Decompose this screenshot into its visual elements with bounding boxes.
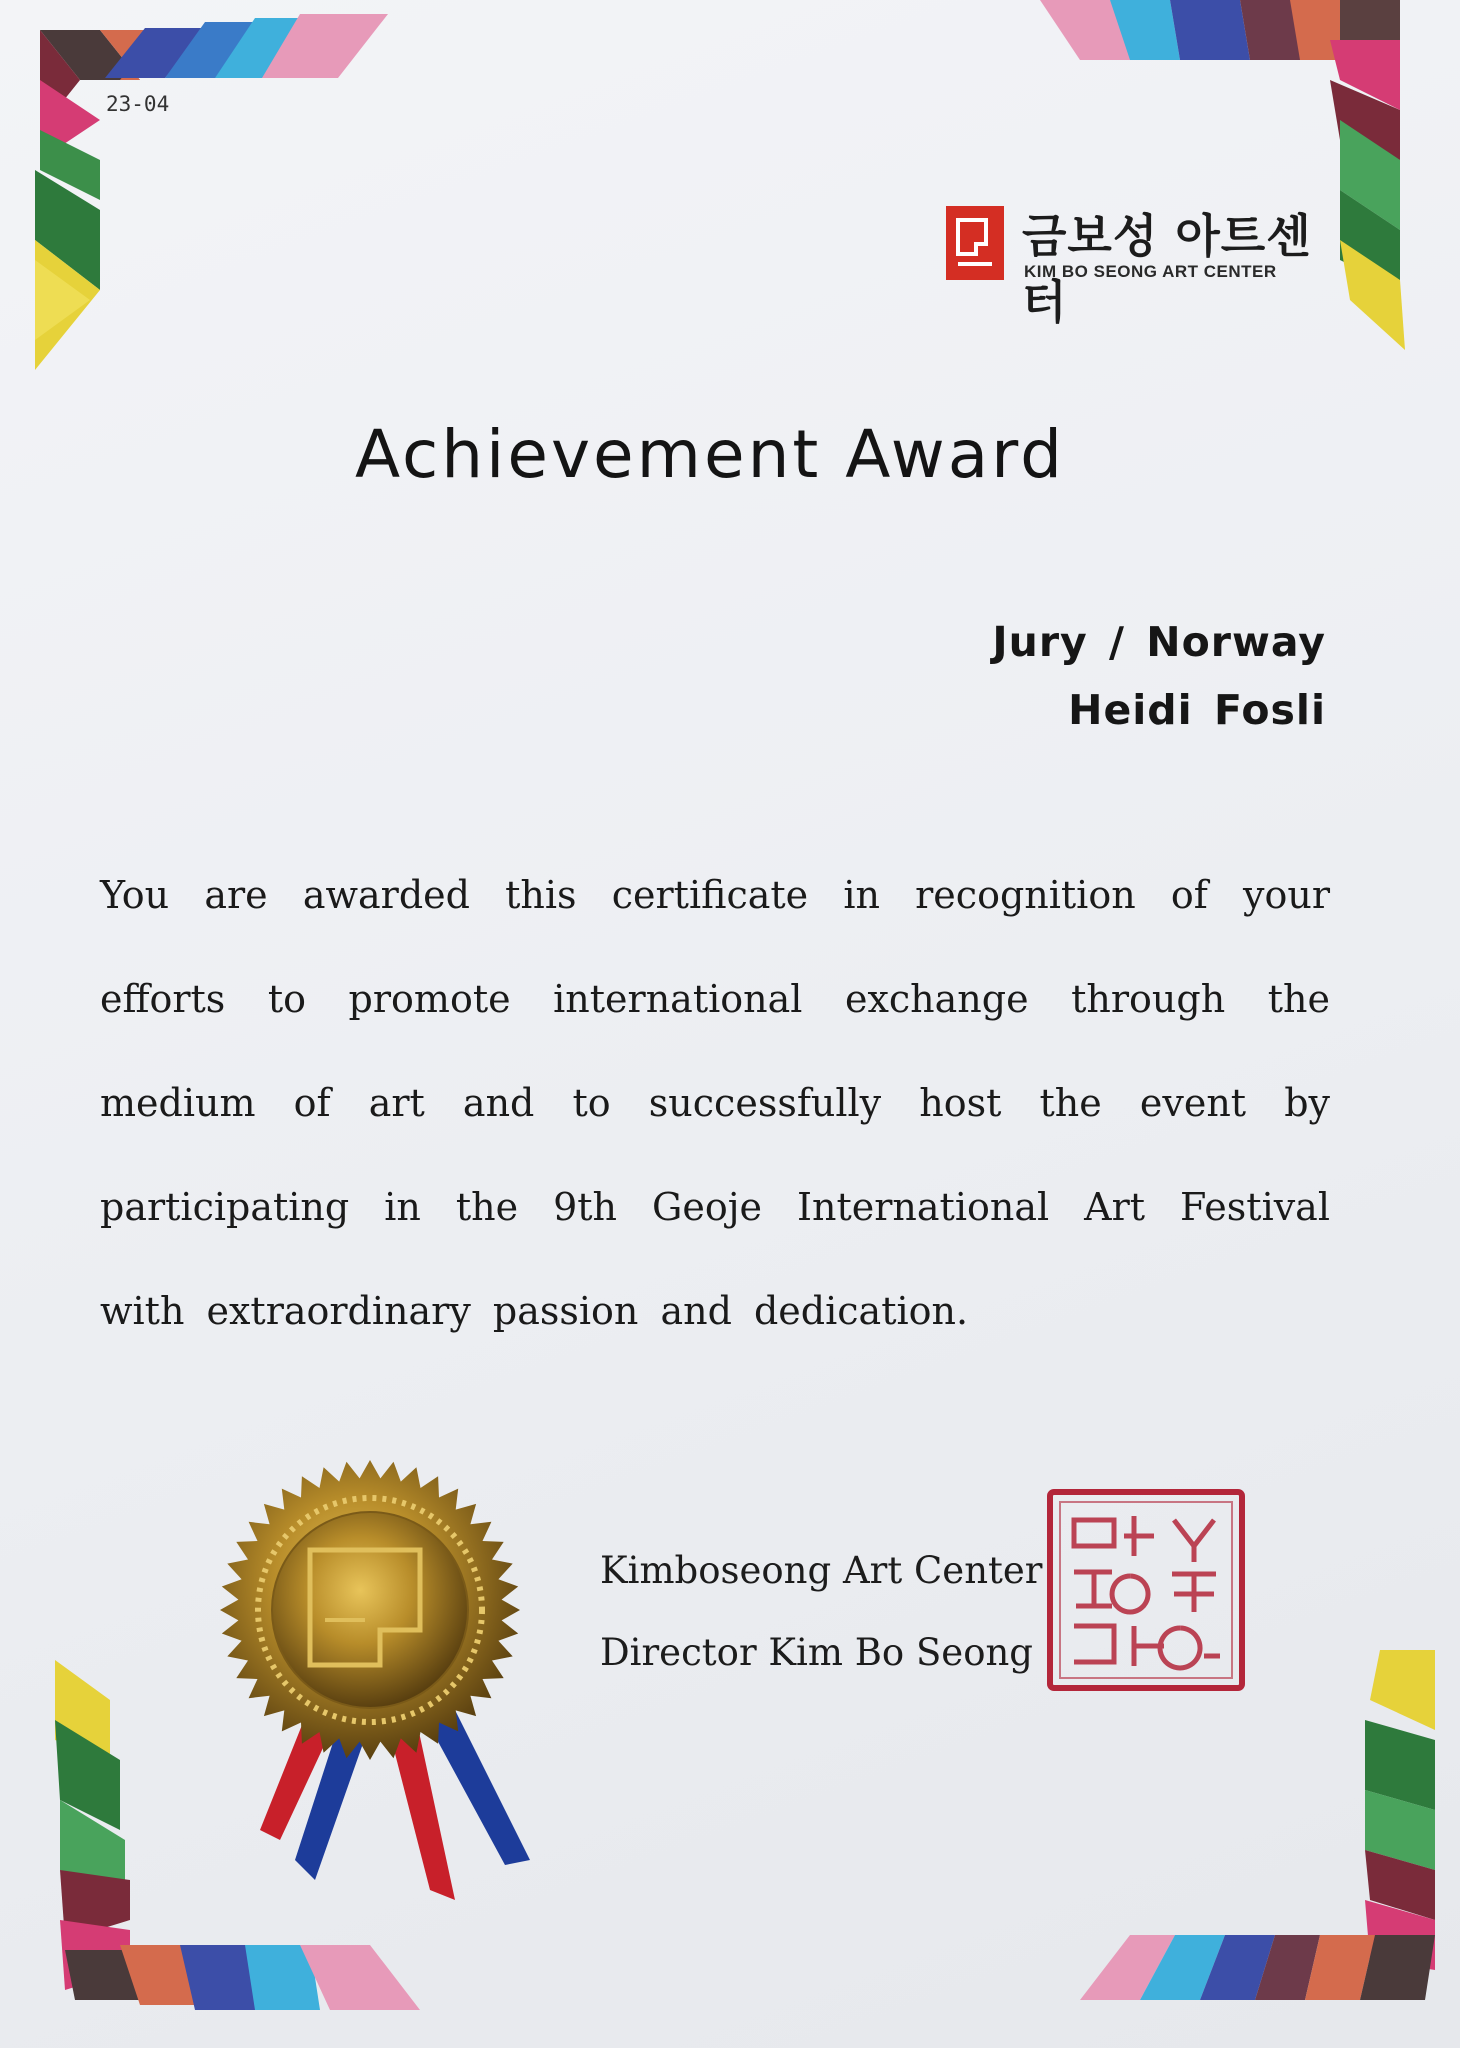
issuer-signatory: Director Kim Bo Seong <box>600 1631 1033 1674</box>
recipient-name: Heidi Fosli <box>1068 686 1326 734</box>
signature-block <box>600 1530 1042 1694</box>
logo-korean-text: 금보성 아트센터 <box>1022 209 1312 329</box>
certificate-title: Achievement Award <box>354 416 1066 493</box>
gold-seal-with-ribbons-icon <box>200 1440 560 1920</box>
art-center-logo-icon <box>946 206 1004 280</box>
certificate-body-text: You are awarded this certificate in recognition of your efforts to promote international exchange through the medium of art and to successfully host the event by participating in the 9th Geoje International Art Festival with extraordinary passion and dedication. <box>100 873 1330 1333</box>
certificate-number: 23-04 <box>106 92 170 116</box>
logo-english-text: KIM BO SEONG ART CENTER <box>1024 262 1277 281</box>
red-official-stamp-icon <box>1044 1486 1248 1694</box>
issuer-organization: Kimboseong Art Center <box>600 1549 1043 1592</box>
recipient-block <box>992 608 1326 744</box>
art-center-logo <box>946 204 1346 329</box>
recipient-role-country: Jury / Norway <box>992 618 1326 666</box>
